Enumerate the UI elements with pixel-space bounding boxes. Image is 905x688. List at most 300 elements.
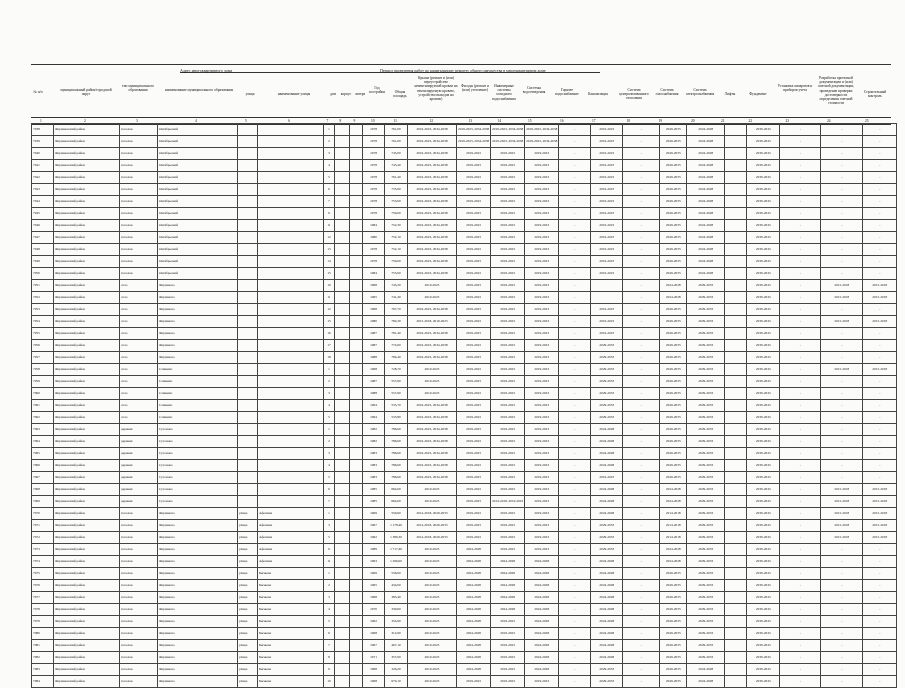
table-cell	[258, 172, 324, 184]
table-cell: 2039-2043	[747, 208, 780, 220]
table-cell	[335, 412, 350, 424]
table-cell	[258, 184, 324, 196]
table-cell	[335, 544, 350, 556]
column-number: 2	[84, 118, 86, 123]
table-cell: -	[780, 340, 821, 352]
table-cell	[725, 460, 747, 472]
table-cell: Сугоново	[158, 472, 238, 484]
table-cell: 467,10	[385, 640, 408, 652]
table-cell: 2019-2023	[457, 460, 491, 472]
table-cell: 2039-2043	[747, 676, 780, 688]
table-cell: 1 717,40	[385, 544, 408, 556]
table-cell: 7	[324, 640, 335, 652]
table-cell: 2029-2033	[687, 568, 725, 580]
table-cell: 4	[324, 160, 335, 172]
table-cell: 14	[324, 256, 335, 268]
table-cell: 2039-2043	[747, 412, 780, 424]
table-cell: Октябрьский	[158, 244, 238, 256]
header-facade: Фасады (ремонт и (или) утепление)	[461, 84, 489, 93]
table-cell: улица	[238, 592, 258, 604]
table-cell: 2029-2033	[660, 604, 687, 616]
table-cell: -	[623, 352, 660, 364]
table-row	[32, 184, 897, 196]
table-cell: -	[821, 472, 863, 484]
table-cell: 1983	[363, 460, 385, 472]
table-cell	[591, 292, 623, 304]
header-control: Строительный контроль	[863, 90, 887, 99]
table-row	[32, 268, 897, 280]
table-cell	[238, 304, 258, 316]
table-cell: -	[821, 268, 863, 280]
table-cell: 7074	[32, 556, 54, 568]
table-cell: село	[120, 352, 158, 364]
table-cell: -	[780, 544, 821, 556]
table-cell: поселок	[120, 580, 158, 592]
table-cell: -	[623, 172, 660, 184]
table-cell: 2039-2043	[747, 364, 780, 376]
table-cell: -	[623, 304, 660, 316]
table-cell: 1968	[363, 628, 385, 640]
table-cell: -	[559, 520, 591, 532]
table-cell: 2019-2023	[491, 652, 525, 664]
column-number: 20	[691, 118, 695, 123]
table-cell: 2019-2023	[525, 484, 559, 496]
table-cell: Ферзиково	[158, 304, 238, 316]
table-cell: 2019-2023, 2034-2038	[408, 220, 457, 232]
table-cell: -	[623, 316, 660, 328]
table-cell	[238, 472, 258, 484]
column-number: 1	[40, 118, 42, 123]
table-cell: 2039-2043	[747, 508, 780, 520]
table-cell: 2039-2043	[747, 460, 780, 472]
table-cell: 2029-2033	[687, 592, 725, 604]
table-cell	[258, 496, 324, 508]
table-cell: 2029-2033	[591, 664, 623, 676]
table-cell: -	[821, 172, 863, 184]
table-cell: -	[780, 532, 821, 544]
table-cell	[238, 196, 258, 208]
table-cell: 2024-2028	[687, 196, 725, 208]
column-number: 19	[658, 118, 663, 123]
table-cell	[725, 292, 747, 304]
table-cell: -	[821, 376, 863, 388]
table-cell	[335, 292, 350, 304]
table-cell	[350, 460, 363, 472]
table-cell	[258, 412, 324, 424]
table-cell: 761,00	[385, 124, 408, 136]
table-row	[32, 136, 897, 148]
table-cell: 2029-2033	[660, 436, 687, 448]
table-cell: 7061	[32, 400, 54, 412]
table-cell: -	[559, 592, 591, 604]
table-cell: 2024-2028	[457, 664, 491, 676]
table-cell: 2019-2023	[491, 220, 525, 232]
table-cell: 2019-2023	[525, 400, 559, 412]
table-cell: 7042	[32, 172, 54, 184]
table-cell: -	[623, 604, 660, 616]
table-cell	[335, 268, 350, 280]
table-cell: 2029-2033	[687, 424, 725, 436]
table-cell: 2019-2023, 2034-2038	[408, 124, 457, 136]
table-cell: 2014-2018	[660, 532, 687, 544]
table-cell: 2029-2033	[660, 652, 687, 664]
table-cell: 2019-2023	[591, 472, 623, 484]
table-cell: -	[863, 652, 897, 664]
table-cell: поселок	[120, 160, 158, 172]
table-cell: 1978	[363, 172, 385, 184]
table-cell: деревня	[120, 436, 158, 448]
table-cell: -	[780, 196, 821, 208]
table-cell: 5	[324, 616, 335, 628]
table-cell: Афонина	[258, 556, 324, 568]
table-cell: 761,40	[385, 172, 408, 184]
table-cell: 2024-2028	[457, 616, 491, 628]
table-cell	[350, 340, 363, 352]
table-cell	[350, 652, 363, 664]
table-cell: 2039-2043	[747, 436, 780, 448]
top-border	[31, 64, 891, 65]
table-cell	[238, 172, 258, 184]
table-cell: -	[821, 136, 863, 148]
table-cell: -	[821, 388, 863, 400]
table-cell: 5	[324, 472, 335, 484]
table-cell: 312,90	[385, 628, 408, 640]
table-cell	[335, 220, 350, 232]
table-cell: 7054	[32, 316, 54, 328]
table-cell: Афонина	[258, 520, 324, 532]
table-cell: 2019-2023	[491, 460, 525, 472]
table-cell: Ферзиково	[158, 544, 238, 556]
table-cell: 2019-2023	[491, 340, 525, 352]
table-cell: 2019-2023	[491, 616, 525, 628]
table-cell	[725, 160, 747, 172]
table-cell: 2039-2043	[747, 172, 780, 184]
table-cell: 2019-2023	[525, 184, 559, 196]
column-number: 21	[721, 118, 725, 123]
table-cell: -	[863, 460, 897, 472]
table-cell: 2029-2033	[660, 352, 687, 364]
table-cell: Афонина	[258, 508, 324, 520]
table-cell: 2039-2043	[747, 160, 780, 172]
table-cell: поселок	[120, 628, 158, 640]
table-cell	[238, 160, 258, 172]
table-cell: 2019-2023	[525, 268, 559, 280]
table-cell: 2029-2033	[660, 304, 687, 316]
table-cell: 2019-2023	[491, 352, 525, 364]
table-cell: 18	[324, 352, 335, 364]
table-cell: -	[780, 352, 821, 364]
table-cell: -	[780, 172, 821, 184]
table-cell: 2039-2043	[747, 652, 780, 664]
table-cell: Ферзиковский район	[54, 340, 120, 352]
table-cell: 2019-2023	[525, 220, 559, 232]
table-cell: улица	[238, 580, 258, 592]
table-cell: Октябрьский	[158, 232, 238, 244]
table-cell: 7071	[32, 520, 54, 532]
header-foundation: Фундамент	[749, 92, 767, 96]
table-cell: -	[623, 136, 660, 148]
table-cell: 2024-2028	[525, 640, 559, 652]
table-cell: -	[863, 232, 897, 244]
table-cell: село	[120, 400, 158, 412]
table-cell: деревня	[120, 460, 158, 472]
table-cell	[350, 208, 363, 220]
table-cell: Ферзиковский район	[54, 232, 120, 244]
table-cell: -	[780, 556, 821, 568]
table-cell: 7068	[32, 484, 54, 496]
table-cell	[335, 592, 350, 604]
table-cell: -	[623, 448, 660, 460]
table-cell: -	[623, 124, 660, 136]
table-cell: 752,10	[385, 244, 408, 256]
table-cell: 2019-2023	[491, 388, 525, 400]
table-cell	[725, 424, 747, 436]
table-cell: -	[863, 244, 897, 256]
table-cell: -	[863, 436, 897, 448]
table-cell: 1978	[363, 196, 385, 208]
table-cell: Сугоново	[158, 496, 238, 508]
table-cell: -	[780, 652, 821, 664]
table-cell: 15	[324, 316, 335, 328]
table-cell: -	[623, 280, 660, 292]
table-cell	[335, 160, 350, 172]
table-cell: 2029-2033	[687, 448, 725, 460]
table-cell: -	[780, 376, 821, 388]
table-cell: Ферзиковский район	[54, 628, 120, 640]
table-cell: 2039-2043	[747, 256, 780, 268]
table-row	[32, 340, 897, 352]
table-cell	[350, 448, 363, 460]
table-cell: 11	[324, 556, 335, 568]
table-cell: 2015-2018	[863, 496, 897, 508]
table-cell: 786,60	[385, 460, 408, 472]
table-cell: 2014-2018, 2029-2033	[408, 508, 457, 520]
table-cell: -	[623, 664, 660, 676]
table-cell: 2019-2023, 2034-2038	[408, 256, 457, 268]
table-cell: -	[821, 184, 863, 196]
table-cell: 2029-2033	[687, 484, 725, 496]
table-cell	[335, 448, 350, 460]
table-cell: 2024-2028	[525, 556, 559, 568]
table-cell	[335, 352, 350, 364]
table-cell: 2014-2018, 2029-2033	[408, 520, 457, 532]
table-cell: Ферзиковский район	[54, 532, 120, 544]
table-cell: 1978	[363, 256, 385, 268]
table-cell: Сугоново	[158, 448, 238, 460]
table-cell	[258, 256, 324, 268]
table-cell: 2019-2023	[491, 256, 525, 268]
table-cell: 2024-2028	[687, 172, 725, 184]
table-cell: -	[559, 124, 591, 136]
table-cell: 2019-2023, 2034-2038	[408, 424, 457, 436]
table-cell	[725, 232, 747, 244]
table-cell	[350, 436, 363, 448]
table-cell: 2019-2023	[491, 484, 525, 496]
table-cell	[335, 580, 350, 592]
table-cell: 2019-2023	[491, 196, 525, 208]
table-cell	[350, 364, 363, 376]
table-cell: 2	[324, 580, 335, 592]
table-cell: 2024-2028	[525, 580, 559, 592]
table-cell: 7075	[32, 568, 54, 580]
table-cell: -	[821, 616, 863, 628]
table-cell: 2019-2023	[457, 256, 491, 268]
table-cell: 7063	[32, 424, 54, 436]
table-cell: 2019-2023	[491, 232, 525, 244]
table-cell: Октябрьский	[158, 136, 238, 148]
table-cell	[725, 556, 747, 568]
table-cell	[725, 580, 747, 592]
table-cell: -	[623, 268, 660, 280]
table-cell: Ферзиково	[158, 532, 238, 544]
table-cell: 7040	[32, 148, 54, 160]
table-cell: 2039-2043	[747, 628, 780, 640]
table-cell	[725, 256, 747, 268]
table-cell: село	[120, 304, 158, 316]
table-cell: 7064	[32, 436, 54, 448]
table-cell: 2019-2023	[491, 292, 525, 304]
table-cell: -	[863, 304, 897, 316]
table-cell: 2029-2033	[687, 604, 725, 616]
table-cell: 1	[324, 568, 335, 580]
table-cell: 1978	[363, 244, 385, 256]
table-cell: 2029-2033	[660, 208, 687, 220]
table-cell: 2024-2028	[591, 556, 623, 568]
table-cell: 2015-2018	[863, 280, 897, 292]
table-cell: 2029-2033	[687, 532, 725, 544]
table-cell	[350, 268, 363, 280]
column-number: 10	[371, 118, 375, 123]
table-cell	[258, 436, 324, 448]
table-cell: -	[780, 148, 821, 160]
table-cell	[258, 304, 324, 316]
table-cell: 2019-2023, 2034-2038	[457, 136, 491, 148]
table-cell: Ферзиковский район	[54, 604, 120, 616]
table-row	[32, 400, 897, 412]
table-cell: поселок	[120, 172, 158, 184]
table-cell: 2024-2028	[687, 208, 725, 220]
table-cell: 2039-2043	[747, 424, 780, 436]
table-cell: 2	[324, 376, 335, 388]
table-cell: 2039-2043	[747, 304, 780, 316]
table-cell: 2029-2033	[660, 136, 687, 148]
table-row	[32, 424, 897, 436]
table-cell: -	[623, 196, 660, 208]
table-cell: 2029-2033	[660, 232, 687, 244]
table-cell: 2029-2033	[687, 580, 725, 592]
table-cell: 7065	[32, 448, 54, 460]
table-cell: -	[863, 472, 897, 484]
table-cell	[238, 460, 258, 472]
table-cell: 2015-2018	[863, 364, 897, 376]
table-cell: -	[623, 544, 660, 556]
table-cell: -	[559, 484, 591, 496]
table-cell: 2019-2023	[457, 160, 491, 172]
table-cell: 2019-2023	[491, 628, 525, 640]
table-cell: 2019-2023	[457, 340, 491, 352]
table-cell: улица	[238, 508, 258, 520]
table-cell: 2019-2023	[525, 256, 559, 268]
header-electric: Система электроснабжения	[685, 88, 715, 97]
table-cell	[258, 160, 324, 172]
table-cell: 4	[324, 460, 335, 472]
table-cell: 1 296,00	[385, 556, 408, 568]
table-cell	[238, 376, 258, 388]
table-cell: 3	[324, 520, 335, 532]
table-cell: 2019-2023	[491, 280, 525, 292]
table-cell: -	[863, 256, 897, 268]
table-cell: Ферзиковский район	[54, 496, 120, 508]
table-cell: 2024-2028	[591, 568, 623, 580]
table-cell: -	[623, 580, 660, 592]
table-cell: 2019-2023	[491, 268, 525, 280]
table-cell: 2019-2023	[408, 664, 457, 676]
table-cell: 7058	[32, 364, 54, 376]
table-cell: Бычкова	[258, 628, 324, 640]
table-cell: -	[559, 604, 591, 616]
table-cell	[350, 232, 363, 244]
table-cell: Ферзиковский район	[54, 328, 120, 340]
table-cell: 2019-2023	[525, 292, 559, 304]
table-cell: 7067	[32, 472, 54, 484]
table-cell	[725, 136, 747, 148]
table-cell	[725, 172, 747, 184]
table-cell: 1982	[363, 424, 385, 436]
table-cell: 339,60	[385, 604, 408, 616]
table-cell: 2019-2023	[591, 148, 623, 160]
table-cell: 2029-2033	[591, 364, 623, 376]
table-cell: 2019-2023, 2034-2038	[525, 124, 559, 136]
table-cell: -	[863, 340, 897, 352]
table-cell	[335, 568, 350, 580]
table-cell: 2029-2033	[687, 520, 725, 532]
table-row	[32, 496, 897, 508]
table-cell: 559,60	[385, 508, 408, 520]
table-cell: 786,60	[385, 448, 408, 460]
table-cell: Ферзиковский район	[54, 220, 120, 232]
table-cell: 2029-2033	[660, 664, 687, 676]
table-cell: -	[559, 568, 591, 580]
table-cell: 2024-2028	[687, 148, 725, 160]
table-cell	[258, 340, 324, 352]
table-cell: 2029-2033	[687, 364, 725, 376]
table-cell: 2029-2033	[687, 280, 725, 292]
table-cell	[258, 364, 324, 376]
table-cell: Ферзиково	[158, 520, 238, 532]
table-cell: 11	[324, 220, 335, 232]
table-cell	[725, 412, 747, 424]
table-cell: -	[821, 352, 863, 364]
table-cell: поселок	[120, 640, 158, 652]
table-cell: -	[559, 340, 591, 352]
table-cell: 2019-2023, 2034-2038	[408, 400, 457, 412]
table-cell	[238, 316, 258, 328]
table-cell: 533,80	[385, 412, 408, 424]
table-cell: 2024-2028	[591, 592, 623, 604]
table-cell: Ферзиковский район	[54, 616, 120, 628]
table-cell: 761,00	[385, 136, 408, 148]
table-cell: 2029-2033	[660, 124, 687, 136]
table-cell: -	[623, 292, 660, 304]
table-cell	[335, 400, 350, 412]
table-cell: 2029-2033	[660, 268, 687, 280]
table-cell	[350, 148, 363, 160]
table-cell: -	[821, 244, 863, 256]
table-cell: 7060	[32, 388, 54, 400]
table-cell: 2029-2033	[660, 592, 687, 604]
table-cell: улица	[238, 628, 258, 640]
table-cell: 2019-2023	[525, 244, 559, 256]
